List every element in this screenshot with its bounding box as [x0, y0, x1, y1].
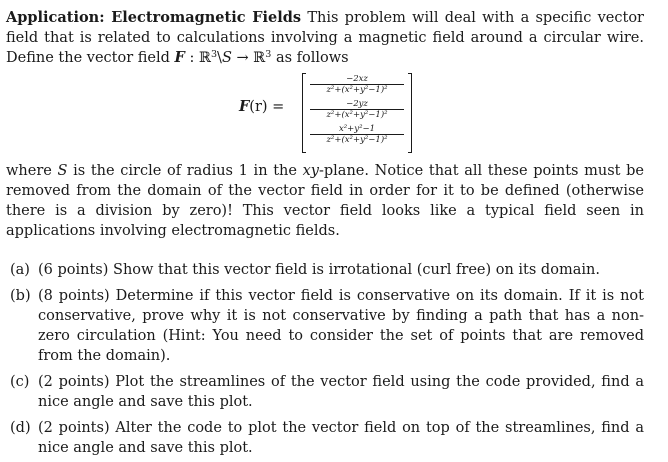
- problem-part-c: [6, 372, 644, 412]
- domain-exponent-b: 3: [265, 49, 272, 60]
- field-symbol: F: [174, 49, 185, 66]
- body-text-a: where: [6, 163, 58, 179]
- part-c-label: (c): [10, 374, 30, 390]
- entry-y-numerator: −2yz: [310, 100, 404, 110]
- column-vector: [302, 73, 412, 153]
- left-bracket: [302, 73, 306, 153]
- domain-text-c: → ℝ: [231, 50, 266, 66]
- problem-part-b: [6, 286, 644, 366]
- part-d-label: (d): [10, 420, 31, 436]
- intro-paragraph: [6, 8, 644, 68]
- body-text-c: -plane. Notice that all these points must be removed from the domain of the vector field in order for it to be defined (otherwise there is a division by zero)! This vector field looks like a typical field seen in applications involving electromagnetic fields.: [6, 163, 645, 239]
- part-a-text: (6 points) Show that this vector field is irrotational (curl free) on its domain.: [38, 262, 600, 278]
- part-a-label: (a): [10, 262, 30, 278]
- vector-field-equation: [6, 73, 644, 153]
- vector-entry-x: [310, 75, 404, 100]
- vector-entry-y: [310, 100, 404, 125]
- domain-explanation-paragraph: [6, 161, 644, 241]
- domain-text-b: \: [217, 50, 222, 66]
- part-d-text: (2 points) Alter the code to plot the vector field on top of the streamlines, find a nice angle and save this plot.: [38, 420, 644, 456]
- intro-text-2: as follows: [271, 50, 349, 66]
- right-bracket: [408, 73, 412, 153]
- problem-part-d: [6, 418, 644, 458]
- domain-set-symbol: S: [221, 50, 232, 66]
- equation-equals: =: [267, 99, 285, 115]
- intro-text-1: This problem will deal with a specific vector field that is related to calculations involving a magnetic field around a circular wire. Define the vector field: [6, 10, 644, 66]
- problem-parts-list: [6, 260, 644, 458]
- domain-exponent-a: 3: [211, 49, 218, 60]
- equation-lhs: [239, 97, 284, 117]
- entry-x-denominator: z²+(x²+y²−1)²: [326, 85, 388, 95]
- entry-z-denominator: z²+(x²+y²−1)²: [326, 135, 388, 145]
- part-b-text: (8 points) Determine if this vector field is conservative on its domain. If it is not conservative, prove why it is not conservative by finding a path that has a non-zero circulation (Hint: You need to consider the set of points that are removed from the domain).: [38, 288, 644, 364]
- domain-text-a: : ℝ: [184, 50, 211, 66]
- body-plane-symbol: xy: [302, 163, 319, 179]
- vector-entries: [310, 75, 404, 150]
- body-set-symbol: S: [57, 163, 68, 179]
- part-c-text: (2 points) Plot the streamlines of the vector field using the code provided, find a nice angle and save this plot.: [38, 374, 644, 410]
- problem-part-a: [6, 260, 644, 280]
- part-b-label: (b): [10, 288, 31, 304]
- equation-field-symbol: F: [239, 98, 250, 115]
- entry-x-numerator: −2xz: [310, 75, 404, 85]
- problem-title: Application: Electromagnetic Fields: [6, 9, 302, 26]
- equation-argument: (r): [249, 99, 268, 115]
- entry-z-numerator: x²+y²−1: [310, 125, 404, 135]
- body-text-b: is the circle of radius 1 in the: [67, 163, 303, 179]
- entry-y-denominator: z²+(x²+y²−1)²: [326, 110, 388, 120]
- vector-entry-z: [310, 125, 404, 150]
